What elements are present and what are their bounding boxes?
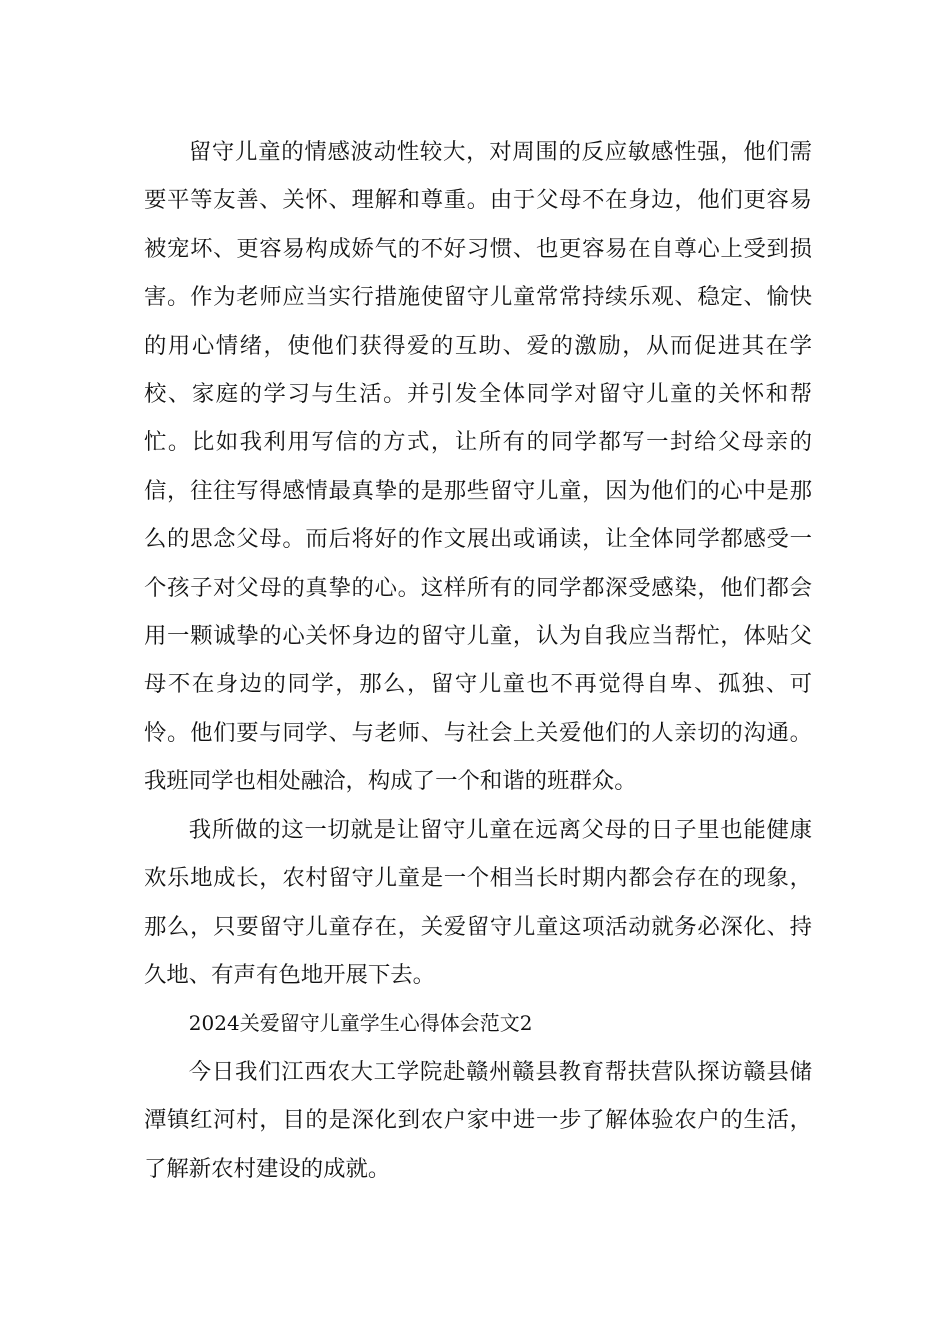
document-body bbox=[144, 128, 812, 1193]
paragraph-care-measures: 留守儿童的情感波动性较大，对周围的反应敏感性强，他们需要平等友善、关怀、理解和尊重。由于父母不在身边，他们更容易被宠坏、更容易构成娇气的不好习惯、也更容易在自尊心上受到损害。作为老师应当实行措施使留守儿童常常持续乐观、稳定、愉快的用心情绪，使他们获得爱的互助、爱的激励，从而促进其在学校、家庭的学习与生活。并引发全体同学对留守儿童的关怀和帮忙。比如我利用写信的方式，让所有的同学都写一封给父母亲的信，往往写得感情最真挚的是那些留守儿童，因为他们的心中是那么的思念父母。而后将好的作文展出或诵读，让全体同学都感受一个孩子对父母的真挚的心。这样所有的同学都深受感染，他们都会用一颗诚挚的心关怀身边的留守儿童，认为自我应当帮忙，体贴父母不在身边的同学，那么，留守儿童也不再觉得自卑、孤独、可怜。他们要与同学、与老师、与社会上关爱他们的人亲切的沟通。我班同学也相处融洽，构成了一个和谐的班群众。 bbox=[144, 139, 812, 795]
section-heading: 2024关爱留守儿童学生心得体会范文2 bbox=[188, 1011, 533, 1036]
paragraph-conclusion: 我所做的这一切就是让留守儿童在远离父母的日子里也能健康欢乐地成长，农村留守儿童是一个相当长时期内都会存在的现象，那么，只要留守儿童存在，关爱留守儿童这项活动就务必深化、持久地、有声有色地开展下去。 bbox=[144, 816, 812, 988]
paragraph-visit: 今日我们江西农大工学院赴赣州赣县教育帮扶营队探访赣县储潭镇红河村，目的是深化到农户家中进一步了解体验农户的生活，了解新农村建设的成就。 bbox=[144, 1058, 812, 1182]
